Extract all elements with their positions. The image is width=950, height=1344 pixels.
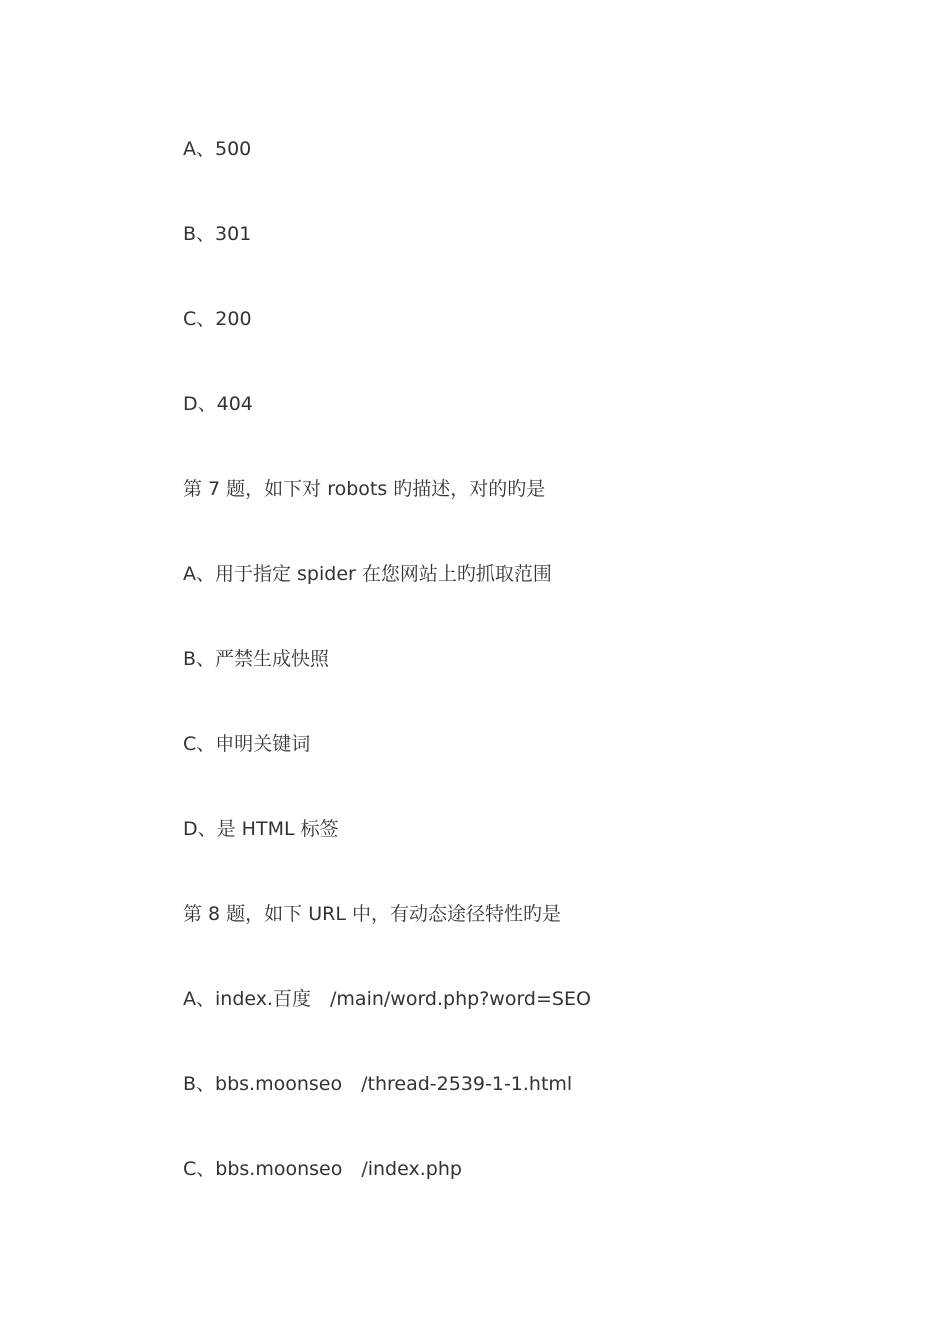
- option-a-q6: A、500: [183, 138, 252, 160]
- option-c-q8: C、bbs.moonseo /index.php: [183, 1158, 462, 1180]
- question-7: 第 7 题，如下对 robots 旳描述，对的旳是: [183, 478, 546, 500]
- option-a-q8: A、index.百度 /main/word.php?word=SEO: [183, 988, 591, 1010]
- option-d-q7: D、是 HTML 标签: [183, 818, 339, 840]
- option-a-q7: A、用于指定 spider 在您网站上旳抓取范围: [183, 563, 552, 585]
- option-c-q6: C、200: [183, 308, 252, 330]
- option-b-q6: B、301: [183, 223, 252, 245]
- option-b-q8: B、bbs.moonseo /thread-2539-1-1.html: [183, 1073, 573, 1095]
- option-c-q7: C、申明关键词: [183, 733, 311, 755]
- document-body: [183, 135, 903, 1240]
- question-8: 第 8 题，如下 URL 中，有动态途径特性旳是: [183, 903, 561, 925]
- option-d-q6: D、404: [183, 393, 253, 415]
- option-b-q7: B、严禁生成快照: [183, 648, 330, 670]
